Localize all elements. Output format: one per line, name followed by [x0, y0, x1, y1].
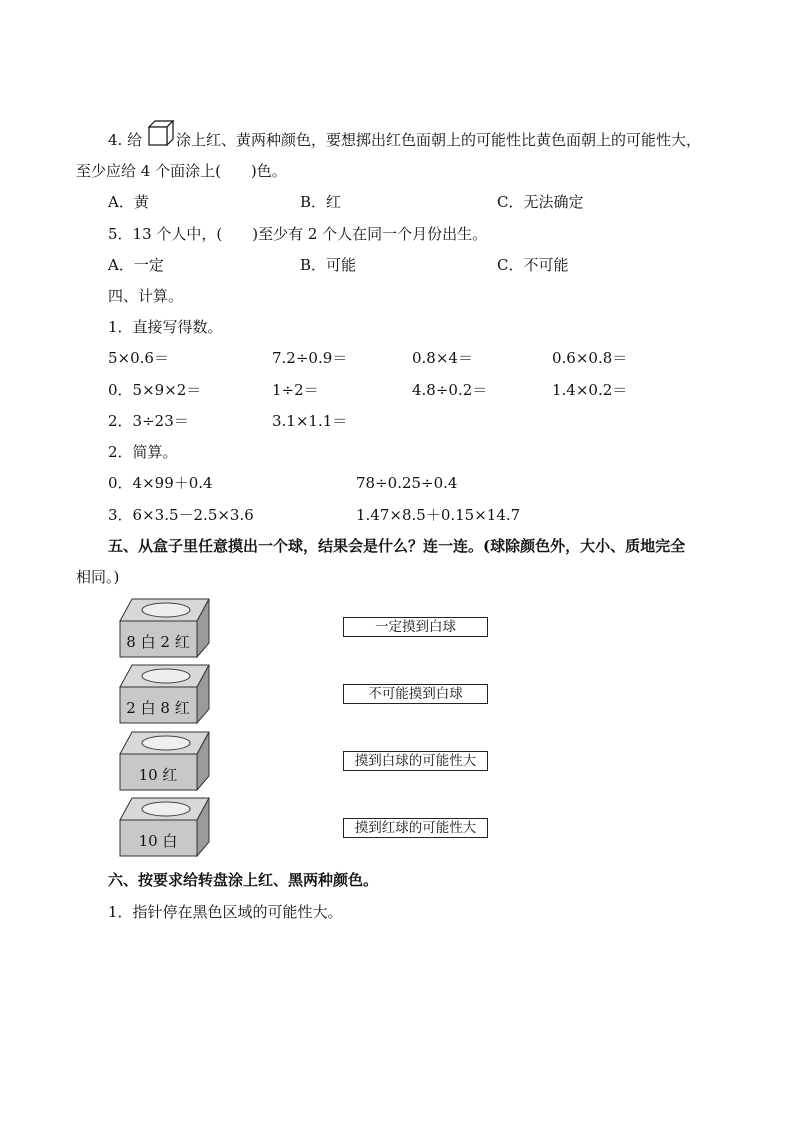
section6-item1: 1．指针停在黑色区域的可能性大。	[108, 903, 343, 921]
q5-option-b: B．可能	[300, 256, 357, 274]
ball-box	[116, 664, 212, 726]
q4-option-b: B．红	[300, 193, 342, 211]
q4-option-a: A．黄	[108, 193, 149, 211]
calc-item: 5×0.6＝	[108, 349, 169, 367]
box-label: 10 白	[138, 832, 178, 850]
calc-item: 4.8÷0.2＝	[412, 381, 488, 399]
simplify-item: 1.47×8.5＋0.15×14.7	[356, 506, 521, 524]
section5-title-line1: 五、从盒子里任意摸出一个球，结果会是什么？连一连。(球除颜色外，大小、质地完全	[108, 537, 686, 555]
section4-title: 四、计算。	[108, 287, 184, 305]
calc-item: 0.8×4＝	[412, 349, 473, 367]
section5-title-line2: 相同。)	[76, 568, 120, 586]
calc-item: 7.2÷0.9＝	[272, 349, 348, 367]
box-label: 10 红	[138, 766, 178, 784]
q5-option-c: C．不可能	[497, 256, 569, 274]
section6-title: 六、按要求给转盘涂上红、黑两种颜色。	[108, 871, 379, 889]
section4-sub1-title: 1．直接写得数。	[108, 318, 223, 336]
calc-item: 1÷2＝	[272, 381, 319, 399]
section4-sub2-title: 2．简算。	[108, 443, 178, 461]
result-box[interactable]: 不可能摸到白球	[343, 684, 488, 704]
ball-box	[116, 598, 212, 660]
calc-item: 0．5×9×2＝	[108, 381, 202, 399]
result-box[interactable]: 一定摸到白球	[343, 617, 488, 637]
box-label: 2 白 8 红	[126, 699, 190, 717]
cube-icon	[148, 120, 174, 146]
q4-prefix: 4. 给	[108, 131, 143, 149]
simplify-item: 78÷0.25÷0.4	[356, 474, 458, 492]
q5-text: 5．13 个人中，( )至少有 2 个人在同一个月份出生。	[108, 225, 488, 243]
calc-item: 1.4×0.2＝	[552, 381, 628, 399]
result-box[interactable]: 摸到红球的可能性大	[343, 818, 488, 838]
box-label: 8 白 2 红	[126, 633, 190, 651]
q4-option-c: C．无法确定	[497, 193, 584, 211]
ball-box	[116, 797, 212, 859]
q4-text-line1: 涂上红、黄两种颜色，要想掷出红色面朝上的可能性比黄色面朝上的可能性大，	[176, 131, 702, 149]
ball-box	[116, 731, 212, 793]
result-box[interactable]: 摸到白球的可能性大	[343, 751, 488, 771]
q5-option-a: A．一定	[108, 256, 164, 274]
calc-item: 0.6×0.8＝	[552, 349, 628, 367]
calc-item: 2．3÷23＝	[108, 412, 189, 430]
simplify-item: 3．6×3.5－2.5×3.6	[108, 506, 254, 524]
simplify-item: 0．4×99＋0.4	[108, 474, 213, 492]
q4-text-line2: 至少应给 4 个面涂上( )色。	[76, 162, 287, 180]
calc-item: 3.1×1.1＝	[272, 412, 348, 430]
